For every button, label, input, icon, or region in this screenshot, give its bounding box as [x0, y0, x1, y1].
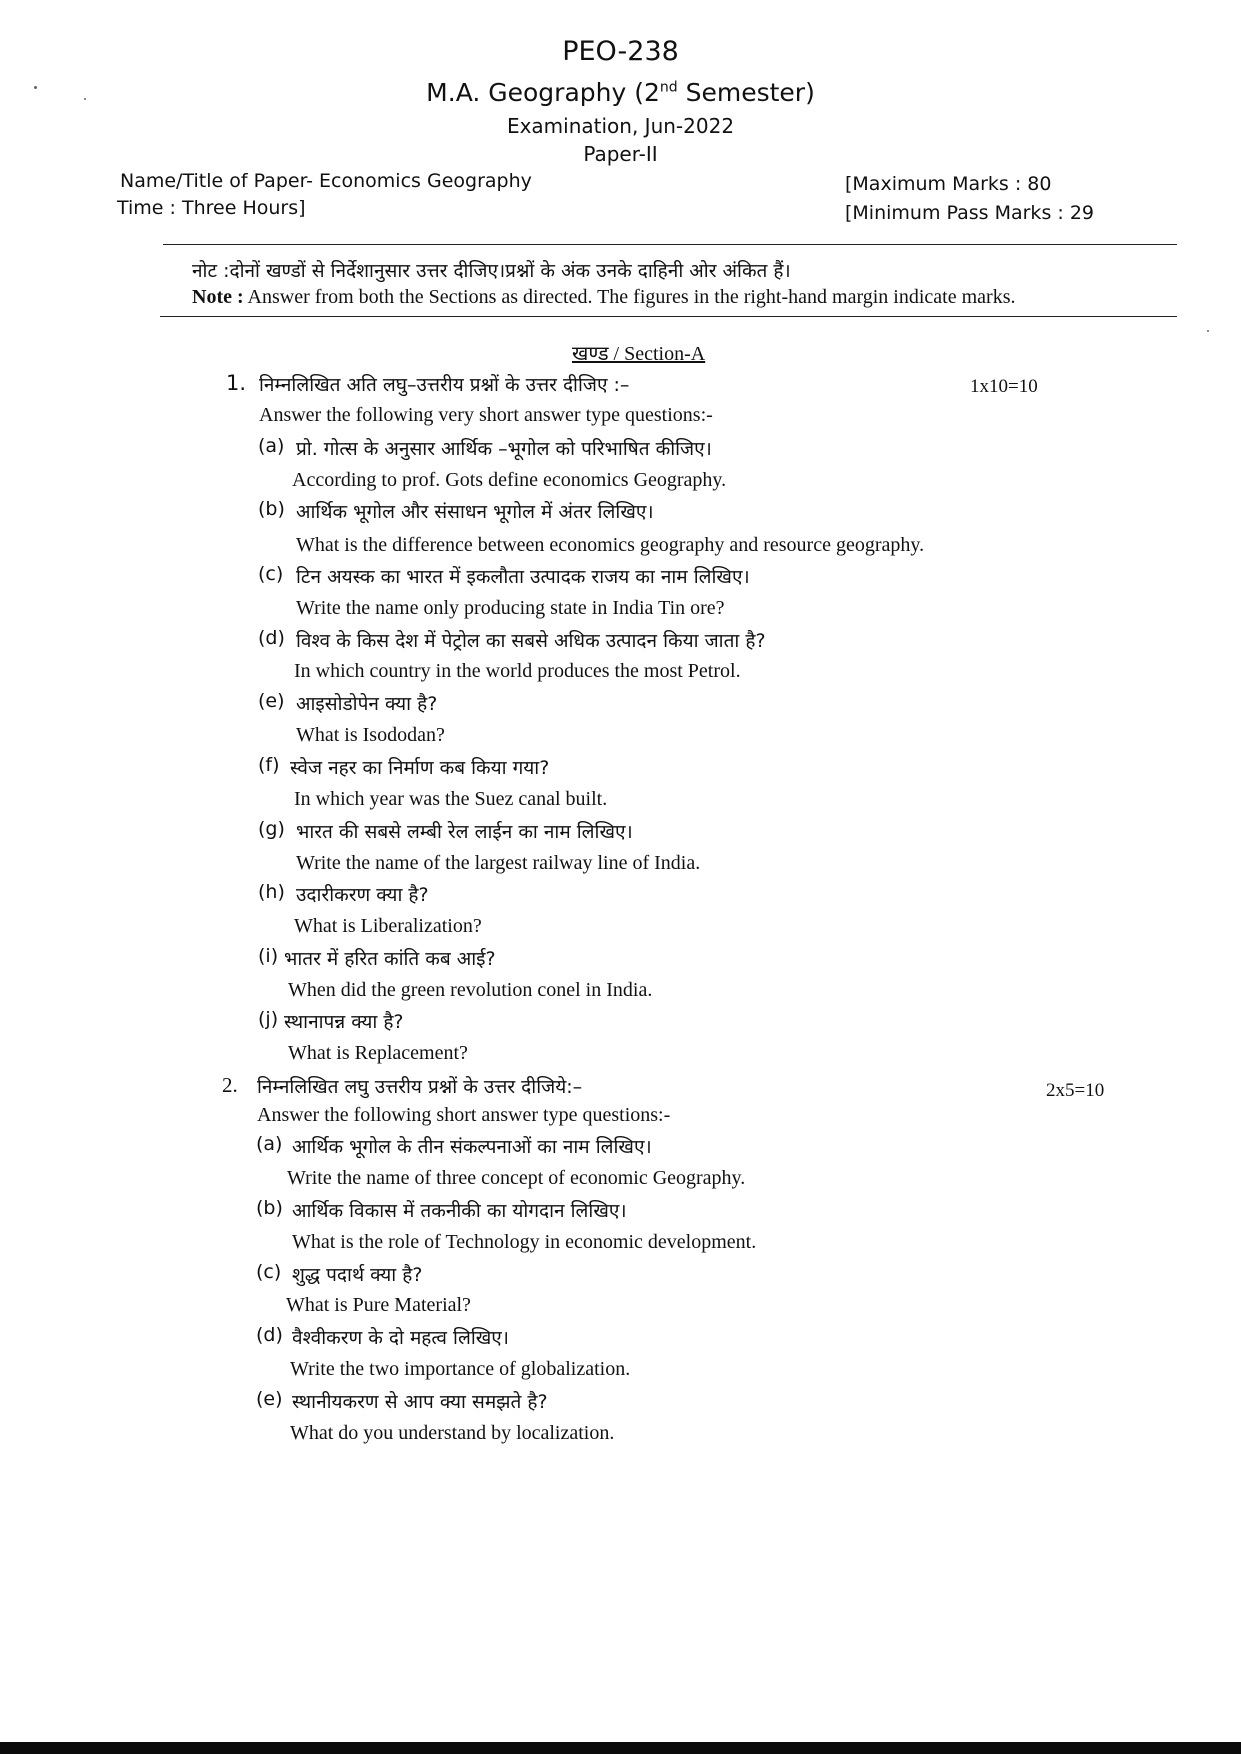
part-hindi: भारत की सबसे लम्बी रेल लाईन का नाम लिखिए। — [296, 821, 633, 843]
degree-sup: nd — [659, 79, 678, 96]
maximum-marks: [Maximum Marks : 80 — [845, 173, 1052, 195]
part-hindi: प्रो. गोत्स के अनुसार आर्थिक –भूगोल को परिभाषित कीजिए। — [296, 438, 712, 460]
part-english: What do you understand by localization. — [290, 1422, 615, 1444]
degree-suffix: Semester) — [677, 78, 815, 107]
note-hindi: नोट :दोनों खण्डों से निर्देशानुसार उत्तर दीजिए।प्रश्नों के अंक उनके दाहिनी ओर अंकित हैं। — [192, 260, 791, 282]
exam-time: Time : Three Hours] — [117, 197, 306, 219]
part-english: In which country in the world produces the most Petrol. — [294, 660, 741, 682]
part-label: (a) — [258, 435, 285, 457]
part-hindi: टिन अयस्क का भारत में इकलौता उत्पादक राजय का नाम लिखिए। — [296, 566, 750, 588]
scan-bottom-edge — [0, 1742, 1241, 1754]
part-label: (b) — [256, 1197, 283, 1219]
paper-number: Paper-II — [583, 142, 658, 166]
part-hindi: उदारीकरण क्या है? — [296, 884, 429, 906]
part-label: (a) — [256, 1133, 283, 1155]
part-english: According to prof. Gots define economics Geography. — [292, 469, 727, 491]
part-hindi: स्वेज नहर का निर्माण कब किया गया? — [290, 757, 550, 779]
divider-bottom — [160, 316, 1177, 317]
question-1-english: Answer the following very short answer type questions:- — [259, 404, 713, 426]
part-hindi: शुद्ध पदार्थ क्या है? — [292, 1264, 423, 1286]
part-english: What is Liberalization? — [294, 915, 482, 937]
part-hindi: भातर में हरित कांति कब आई? — [284, 948, 496, 970]
part-english: What is Pure Material? — [286, 1294, 471, 1316]
question-1-marks: 1x10=10 — [970, 376, 1038, 397]
part-label: (e) — [256, 1388, 283, 1410]
divider-top — [163, 244, 1177, 245]
part-hindi: स्थानीयकरण से आप क्या समझते है? — [292, 1391, 548, 1413]
question-1-hindi: निम्नलिखित अति लघु–उत्तरीय प्रश्नों के उत्तर दीजिए :– — [259, 374, 630, 396]
part-hindi: विश्व के किस देश में पेट्रोल का सबसे अधिक उत्पादन किया जाता है? — [296, 630, 766, 652]
part-hindi: आर्थिक भूगोल के तीन संकल्पनाओं का नाम लिखिए। — [292, 1136, 652, 1158]
paper-code: PEO-238 — [562, 36, 679, 67]
paper-title: Name/Title of Paper- Economics Geography — [120, 170, 532, 192]
part-english: What is the role of Technology in economic development. — [292, 1231, 757, 1253]
part-hindi: स्थानापन्न क्या है? — [284, 1011, 404, 1033]
part-hindi: आइसोडोपेन क्या है? — [296, 693, 438, 715]
part-english: In which year was the Suez canal built. — [294, 788, 608, 810]
part-english: Write the name only producing state in India Tin ore? — [296, 597, 725, 619]
part-label: (j) — [258, 1008, 279, 1030]
part-label: (b) — [258, 498, 285, 520]
degree-prefix: M.A. Geography (2 — [426, 78, 660, 107]
part-label: (c) — [256, 1261, 282, 1283]
note-text: Answer from both the Sections as directed. The figures in the right-hand margin indicate marks. — [243, 286, 1016, 308]
question-2-marks: 2x5=10 — [1046, 1080, 1105, 1101]
note-english — [192, 286, 1016, 309]
part-english: When did the green revolution conel in India. — [288, 979, 653, 1001]
part-hindi: आर्थिक भूगोल और संसाधन भूगोल में अंतर लिखिए। — [296, 501, 654, 523]
part-label: (d) — [258, 627, 285, 649]
section-title: खण्ड / Section-A — [572, 343, 706, 365]
part-label: (f) — [258, 754, 280, 776]
part-label: (i) — [258, 945, 279, 967]
part-label: (e) — [258, 690, 285, 712]
question-2-english: Answer the following short answer type questions:- — [257, 1104, 671, 1126]
part-english: What is Replacement? — [288, 1042, 468, 1064]
part-english: Write the name of the largest railway line of India. — [296, 852, 701, 874]
question-2-hindi: निम्नलिखित लघु उत्तरीय प्रश्नों के उत्तर दीजिये:– — [257, 1076, 583, 1098]
scan-speck — [1207, 330, 1209, 332]
part-label: (g) — [258, 818, 285, 840]
part-label: (c) — [258, 563, 284, 585]
part-english: What is the difference between economics geography and resource geography. — [296, 534, 925, 556]
part-hindi: आर्थिक विकास में तकनीकी का योगदान लिखिए। — [292, 1200, 627, 1222]
question-number: 1. — [226, 371, 247, 395]
part-english: What is Isododan? — [296, 724, 445, 746]
minimum-pass-marks: [Minimum Pass Marks : 29 — [845, 202, 1094, 224]
exam-session: Examination, Jun-2022 — [506, 114, 735, 138]
part-english: Write the two importance of globalization. — [290, 1358, 631, 1380]
part-label: (d) — [256, 1324, 283, 1346]
part-label: (h) — [258, 881, 285, 903]
note-label: Note : — [192, 286, 244, 308]
part-hindi: वैश्वीकरण के दो महत्व लिखिए। — [292, 1327, 510, 1349]
part-english: Write the name of three concept of economic Geography. — [287, 1167, 746, 1189]
question-number: 2. — [222, 1073, 238, 1097]
degree-title — [0, 78, 1241, 107]
